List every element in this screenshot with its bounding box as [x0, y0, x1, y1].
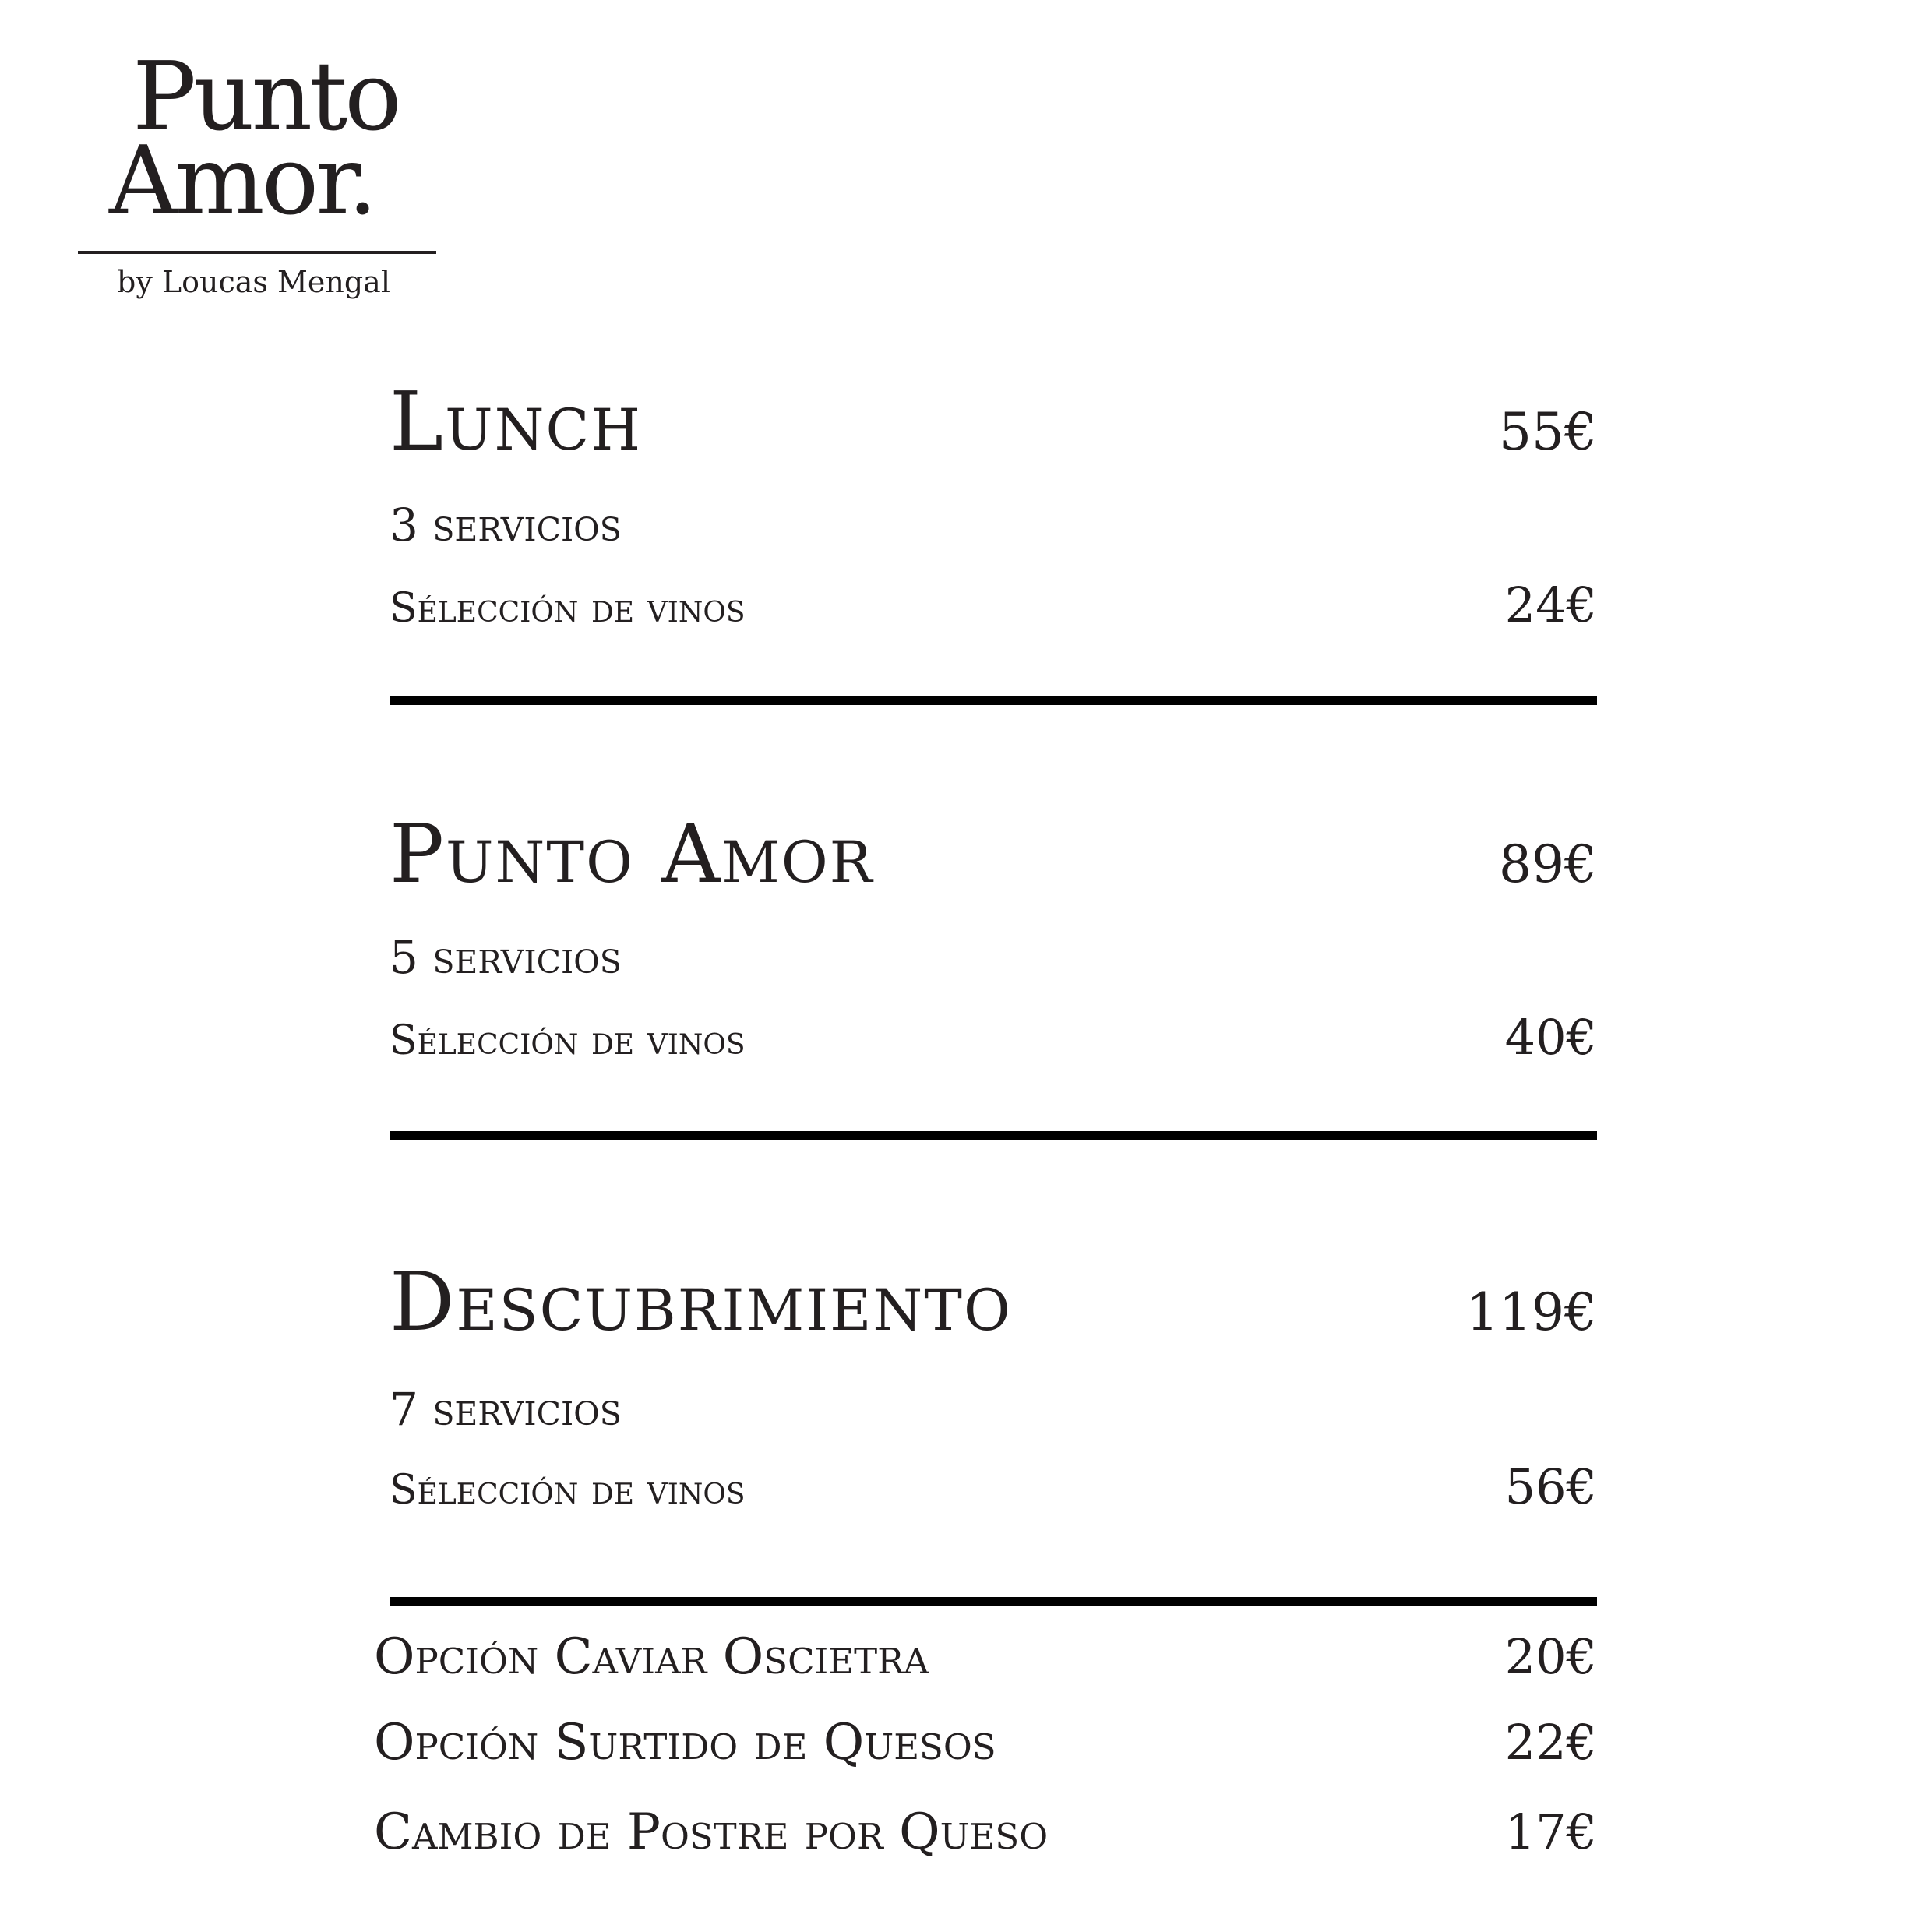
- menu-lunch-services: [390, 499, 1597, 552]
- wine-label: Sélección de vinos: [390, 1017, 746, 1064]
- menu-services: 5 servicios: [390, 931, 622, 984]
- option-price: 20€: [1504, 1628, 1597, 1685]
- menu-lunch-wine: [390, 576, 1597, 633]
- menu-descubrimiento-header: [390, 1254, 1597, 1349]
- menu-punto-amor-services: [390, 931, 1597, 984]
- menu-punto-amor-wine: [390, 1009, 1597, 1066]
- section-divider: [390, 696, 1597, 705]
- option-label: Opción Surtido de Quesos: [374, 1714, 996, 1772]
- wine-label: Sélección de vinos: [390, 1467, 746, 1514]
- wine-price: 24€: [1504, 576, 1597, 633]
- menu-price: 119€: [1466, 1282, 1597, 1342]
- menu-descubrimiento-services: [390, 1383, 1597, 1436]
- option-item: [374, 1628, 1597, 1686]
- logo-divider: [78, 251, 436, 254]
- menu-services: 7 servicios: [390, 1383, 622, 1436]
- menu-title: Descubrimiento: [390, 1254, 1012, 1349]
- option-item: [374, 1803, 1597, 1861]
- logo-line-2: Amor.: [109, 125, 375, 236]
- menu-price: 89€: [1499, 834, 1597, 894]
- menu-descubrimiento-wine: [390, 1458, 1597, 1515]
- menu-lunch-header: [390, 374, 1597, 469]
- option-label: Opción Caviar Oscietra: [374, 1628, 929, 1686]
- wine-price: 56€: [1504, 1458, 1597, 1515]
- logo-line-1: Punto: [132, 41, 399, 152]
- section-divider: [390, 1597, 1597, 1606]
- option-price: 22€: [1504, 1714, 1597, 1771]
- logo: [78, 41, 436, 299]
- menu-price: 55€: [1499, 402, 1597, 462]
- option-price: 17€: [1504, 1803, 1597, 1860]
- menu-title: Punto Amor: [390, 806, 874, 901]
- wine-price: 40€: [1504, 1009, 1597, 1066]
- option-item: [374, 1714, 1597, 1772]
- menu-title: Lunch: [390, 374, 642, 469]
- menu-services: 3 servicios: [390, 499, 622, 552]
- logo-subtitle: by Loucas Mengal: [117, 265, 390, 299]
- wine-label: Sélección de vinos: [390, 585, 746, 632]
- menu-punto-amor-header: [390, 806, 1597, 901]
- option-label: Cambio de Postre por Queso: [374, 1803, 1049, 1861]
- section-divider: [390, 1131, 1597, 1140]
